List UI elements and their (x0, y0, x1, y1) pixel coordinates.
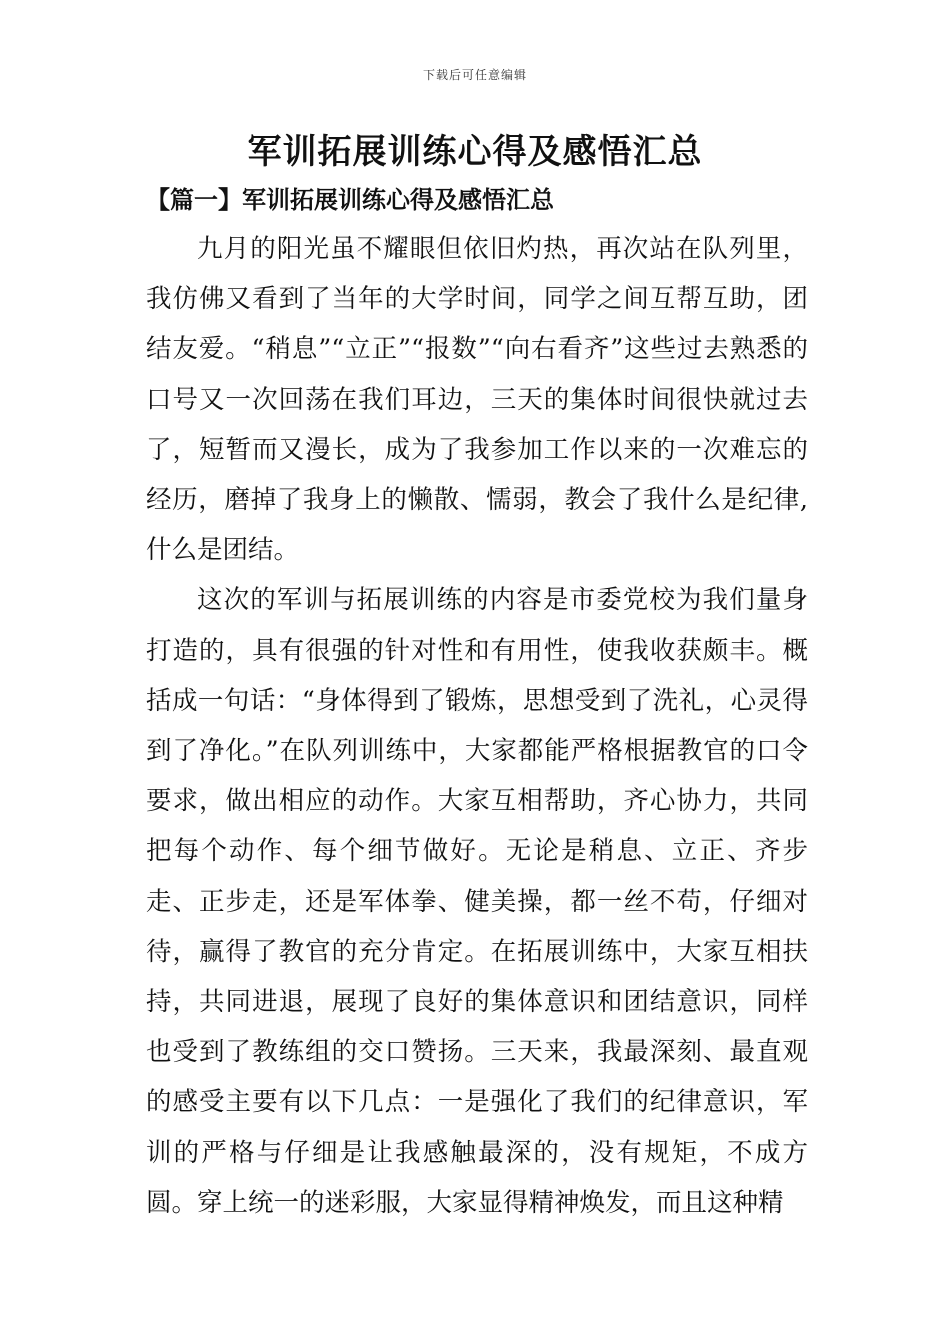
paragraph-2: 这次的军训与拓展训练的内容是市委党校为我们量身打造的，具有很强的针对性和有用性，使我收获颇丰。概括成一句话：“身体得到了锻炼，思想受到了洗礼，心灵得到了净化。”在队列训练中，大家都能严格根据教官的口令要求，做出相应的动作。大家互相帮助，齐心协力，共同把每个动作、每个细节做好。无论是稍息、立正、齐步走、正步走，还是军体拳、健美操，都一丝不苟，仔细对待，赢得了教官的充分肯定。在拓展训练中，大家互相扶持，共同进退，展现了良好的集体意识和团结意识，同样也受到了教练组的交口赞扬。三天来，我最深刻、最直观的感受主要有以下几点：一是强化了我们的纪律意识，军训的严格与仔细是让我感触最深的，没有规矩，不成方圆。穿上统一的迷彩服，大家显得精神焕发，而且这种精 (146, 585, 808, 1218)
body-text (146, 224, 808, 1228)
header-note: 下载后可任意编辑 (422, 68, 527, 82)
document-title: 军训拓展训练心得及感悟汇总 (247, 132, 703, 172)
paragraph-1: 九月的阳光虽不耀眼但依旧灼热，再次站在队列里，我仿佛又看到了当年的大学时间，同学之间互帮互助，团结友爱。“稍息”“立正”“报数”“向右看齐”这些过去熟悉的口号又一次回荡在我们耳边，三天的集体时间很快就过去了，短暂而又漫长，成为了我参加工作以来的一次难忘的经历，磨掉了我身上的懒散、懦弱，教会了我什么是纪律,什么是团结。 (146, 234, 808, 566)
section-heading: 【篇一】军训拓展训练心得及感悟汇总 (146, 185, 554, 214)
